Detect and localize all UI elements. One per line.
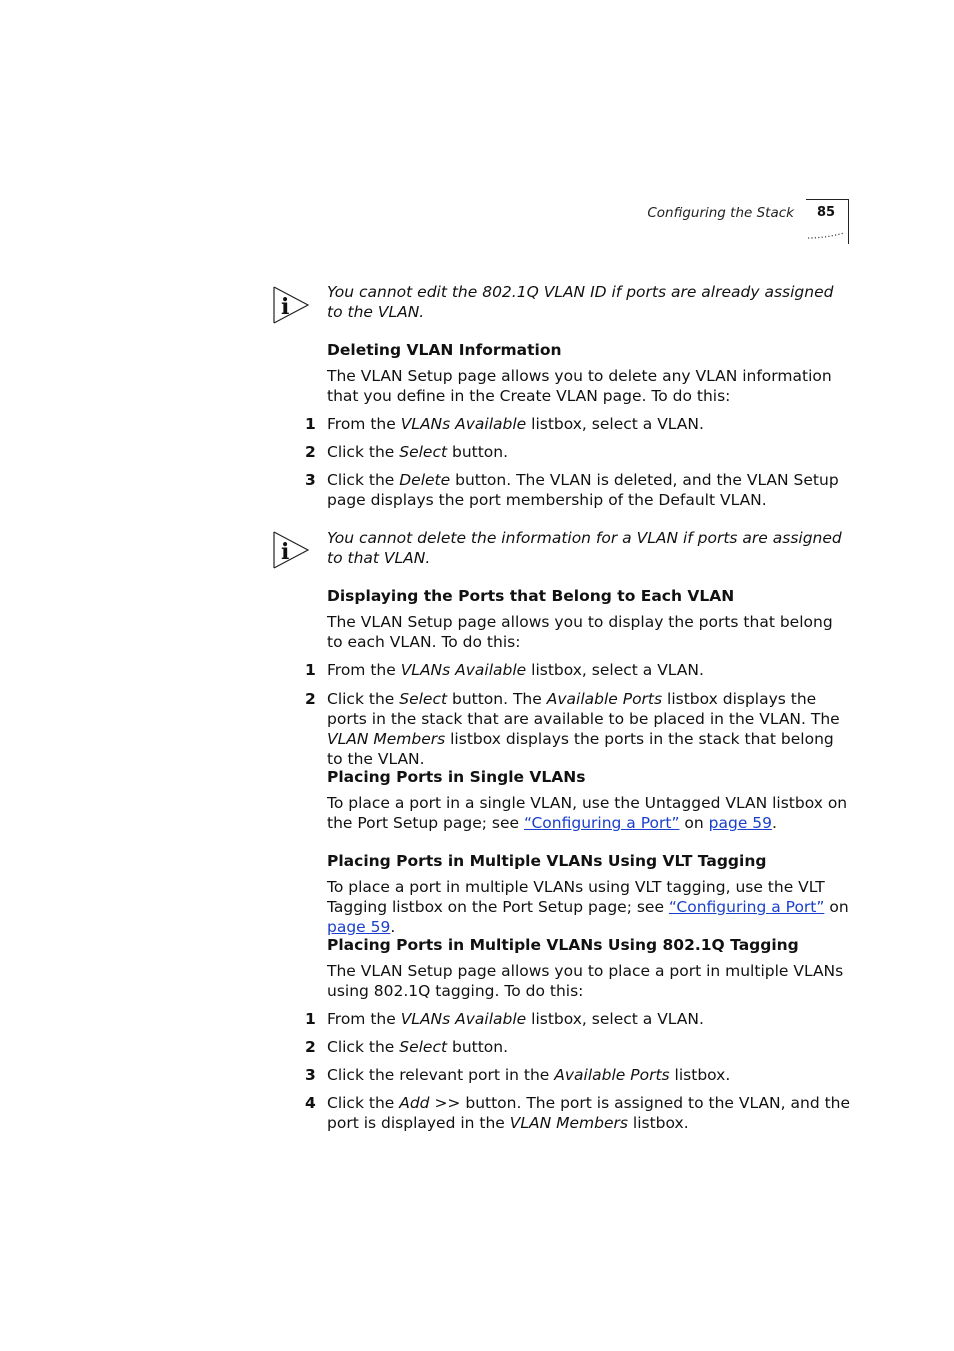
- note-text-delete-vlan: You cannot delete the information for a VLAN if ports are assigned to that VLAN.: [327, 529, 842, 567]
- link-page-59[interactable]: page 59: [327, 918, 391, 936]
- heading-single-vlans: Placing Ports in Single VLANs: [327, 768, 586, 786]
- link-page-59[interactable]: page 59: [708, 814, 773, 832]
- running-header-title: Configuring the Stack: [647, 205, 794, 221]
- heading-8021q-tagging: Placing Ports in Multiple VLANs Using 802.1Q Tagging: [327, 936, 799, 954]
- paragraph-8021q-intro: The VLAN Setup page allows you to place a port in multiple VLANs using 802.1Q tagging. To do this:: [327, 962, 844, 1000]
- svg-text:i: i: [281, 539, 290, 565]
- note-text-edit-vlan-id: You cannot edit the 802.1Q VLAN ID if ports are already assigned to the VLAN.: [327, 283, 834, 321]
- step-number: 1: [305, 661, 316, 679]
- svg-text:i: i: [281, 294, 290, 320]
- step-text: From the VLANs Available listbox, select a VLAN.: [327, 1010, 704, 1028]
- paragraph-single-vlans: To place a port in a single VLAN, use the Untagged VLAN listbox on the Port Setup page; see “Configuring a Port” on page 59.: [327, 794, 848, 832]
- heading-vlt-tagging: Placing Ports in Multiple VLANs Using VLT Tagging: [327, 852, 767, 870]
- link-configuring-a-port[interactable]: “Configuring a Port”: [668, 898, 825, 916]
- step-number: 3: [305, 471, 316, 489]
- step-text: Click the relevant port in the Available Ports listbox.: [327, 1066, 731, 1084]
- step-number: 1: [305, 415, 316, 433]
- heading-deleting-vlan-information: Deleting VLAN Information: [327, 341, 562, 359]
- step-number: 2: [305, 690, 316, 708]
- dotted-rule: [806, 232, 848, 240]
- step-number: 3: [305, 1066, 316, 1084]
- step-number: 2: [305, 443, 316, 461]
- paragraph-deleting-intro: The VLAN Setup page allows you to delete any VLAN information that you define in the Create VLAN page. To do this:: [327, 367, 832, 405]
- step-text: From the VLANs Available listbox, select a VLAN.: [327, 415, 704, 433]
- step-text: Click the Select button.: [327, 443, 509, 461]
- paragraph-vlt-tagging: To place a port in multiple VLANs using VLT tagging, use the VLT Tagging listbox on the Port Setup page; see “Configuring a Port” on page 59.: [327, 878, 849, 936]
- step-text: From the VLANs Available listbox, select a VLAN.: [327, 661, 704, 679]
- paragraph-displaying-intro: The VLAN Setup page allows you to display the ports that belong to each VLAN. To do this:: [327, 613, 833, 651]
- info-note-icon: [272, 285, 310, 325]
- step-number: 1: [305, 1010, 316, 1028]
- step-text: Click the Select button.: [327, 1038, 509, 1056]
- step-text: Click the Delete button. The VLAN is deleted, and the VLAN Setup page displays the port membership of the Default VLAN.: [327, 471, 839, 509]
- link-configuring-a-port[interactable]: “Configuring a Port”: [524, 814, 680, 832]
- info-note-icon: [272, 530, 310, 570]
- step-text: Click the Add >> button. The port is assigned to the VLAN, and the port is displayed in the VLAN Members listbox.: [327, 1094, 851, 1132]
- step-number: 2: [305, 1038, 316, 1056]
- step-number: 4: [305, 1094, 316, 1112]
- step-text: Click the Select button. The Available Ports listbox displays the ports in the stack that are available to be placed in the VLAN. The VLAN Members listbox displays the ports in the stack that belong to the VLAN.: [327, 690, 840, 768]
- heading-displaying-ports: Displaying the Ports that Belong to Each VLAN: [327, 587, 735, 605]
- page-number: 85: [816, 205, 836, 220]
